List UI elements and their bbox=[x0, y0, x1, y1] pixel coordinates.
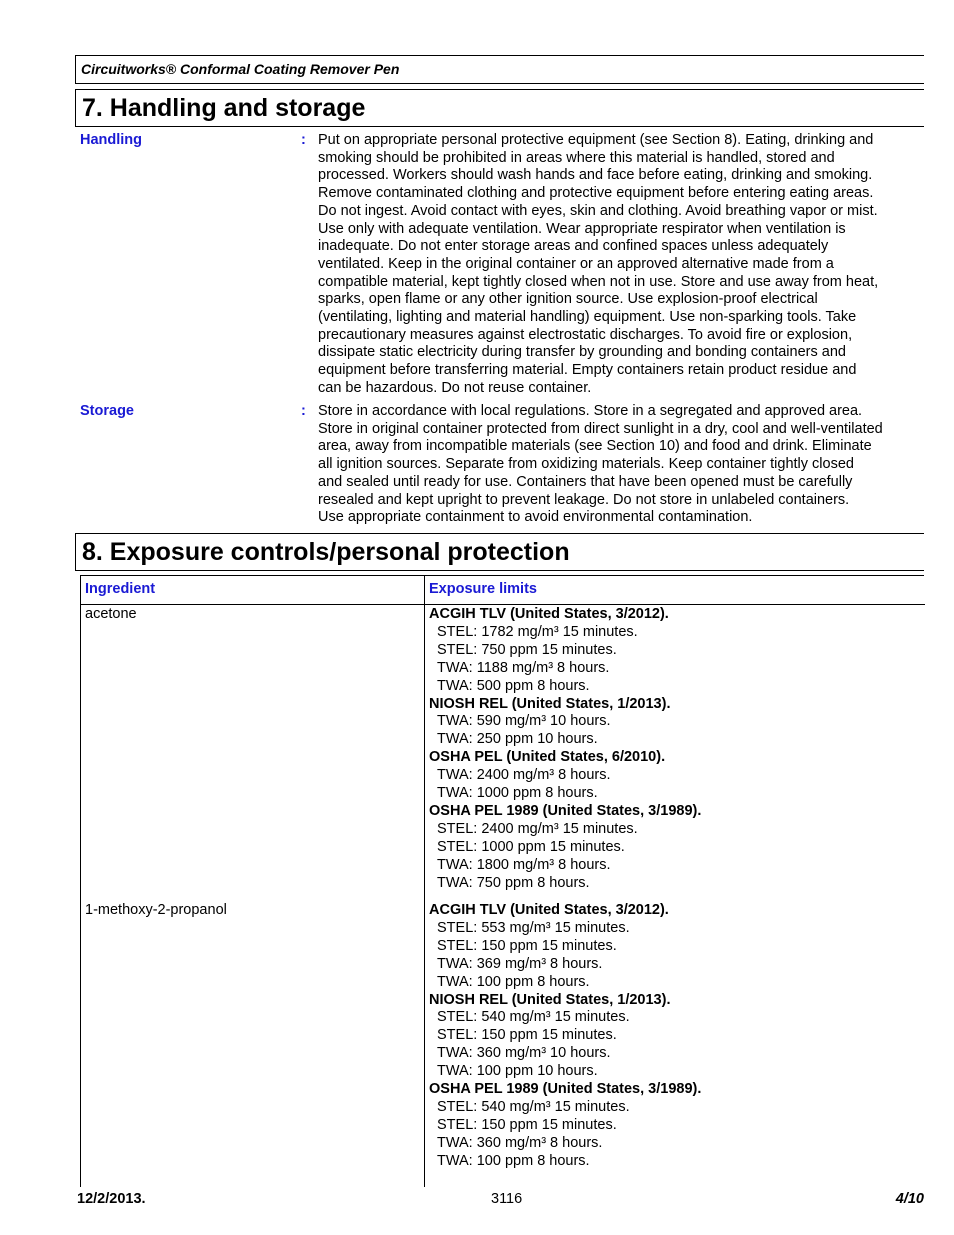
footer-date: 12/2/2013. bbox=[77, 1191, 146, 1207]
footer-doc-code: 3116 bbox=[491, 1191, 523, 1207]
limit-value: TWA: 100 ppm 8 hours. bbox=[437, 1152, 590, 1169]
section-8-header bbox=[75, 533, 924, 571]
text-line: precautionary measures against electrostatic discharges. To avoid fire or explosion, bbox=[318, 326, 853, 343]
text-line: all ignition sources. Separate from oxidizing materials. Keep container tightly closed bbox=[318, 456, 854, 473]
text-line: dissipate static electricity during transfer by grounding and bonding containers and bbox=[318, 344, 846, 361]
limit-value: TWA: 100 ppm 10 hours. bbox=[437, 1063, 598, 1080]
limit-source: ACGIH TLV (United States, 3/2012). bbox=[429, 902, 669, 918]
section-7-header bbox=[75, 89, 924, 127]
limit-value: TWA: 1800 mg/m³ 8 hours. bbox=[437, 856, 611, 873]
text-line: resealed and kept upright to prevent leakage. Do not store in unlabeled containers. bbox=[318, 491, 850, 508]
limit-value: TWA: 250 ppm 10 hours. bbox=[437, 731, 598, 748]
limit-value: STEL: 150 ppm 15 minutes. bbox=[437, 937, 617, 954]
text-line: Use appropriate containment to avoid environmental contamination. bbox=[318, 509, 753, 526]
text-line: Store in original container protected from direct sunlight in a dry, cool and well-ventilated bbox=[318, 420, 883, 437]
storage-label: Storage bbox=[80, 403, 134, 419]
limit-source: NIOSH REL (United States, 1/2013). bbox=[429, 991, 671, 1008]
text-line: inadequate. Do not enter storage areas and confined spaces unless adequately bbox=[318, 238, 829, 255]
text-line: Use only with adequate ventilation. Wear appropriate respirator when ventilation is bbox=[318, 220, 846, 237]
ingredient-name: 1-methoxy-2-propanol bbox=[85, 902, 227, 918]
storage-colon: : bbox=[301, 403, 306, 419]
limit-value: TWA: 750 ppm 8 hours. bbox=[437, 874, 590, 891]
limit-value: TWA: 590 mg/m³ 10 hours. bbox=[437, 713, 611, 730]
footer-page-number: 4/10 bbox=[895, 1191, 924, 1207]
limit-value: TWA: 369 mg/m³ 8 hours. bbox=[437, 955, 603, 972]
limit-value: STEL: 150 ppm 15 minutes. bbox=[437, 1116, 617, 1133]
limit-value: STEL: 750 ppm 15 minutes. bbox=[437, 641, 617, 658]
limit-value: STEL: 553 mg/m³ 15 minutes. bbox=[437, 919, 630, 936]
text-line: Put on appropriate personal protective equipment (see Section 8). Eating, drinking and bbox=[318, 132, 874, 148]
text-line: compatible material, kept tightly closed when not in use. Store and use away from heat, bbox=[318, 273, 879, 290]
limit-value: TWA: 1000 ppm 8 hours. bbox=[437, 785, 598, 802]
limit-value: TWA: 1188 mg/m³ 8 hours. bbox=[437, 659, 610, 676]
handling-colon: : bbox=[301, 132, 306, 148]
text-line: Do not ingest. Avoid contact with eyes, skin and clothing. Avoid breathing vapor or mist. bbox=[318, 202, 878, 219]
limit-value: TWA: 360 mg/m³ 8 hours. bbox=[437, 1134, 603, 1151]
text-line: Remove contaminated clothing and protective equipment before entering eating areas. bbox=[318, 185, 874, 202]
product-name: Circuitworks® Conformal Coating Remover Pen bbox=[81, 61, 400, 77]
text-line: processed. Workers should wash hands and face before eating, drinking and smoking. bbox=[318, 167, 873, 184]
limit-value: STEL: 150 ppm 15 minutes. bbox=[437, 1027, 617, 1044]
limit-value: STEL: 2400 mg/m³ 15 minutes. bbox=[437, 820, 638, 837]
column-header-exposure-limits: Exposure limits bbox=[429, 581, 537, 597]
table-header-rule bbox=[81, 604, 925, 605]
limit-source: OSHA PEL 1989 (United States, 3/1989). bbox=[429, 1081, 702, 1098]
limit-value: TWA: 2400 mg/m³ 8 hours. bbox=[437, 767, 611, 784]
limit-value: TWA: 360 mg/m³ 10 hours. bbox=[437, 1045, 611, 1062]
exposure-limits-cell bbox=[429, 902, 701, 1171]
limit-source: NIOSH REL (United States, 1/2013). bbox=[429, 695, 671, 712]
text-line: equipment before transferring material. Empty containers retain product residue and bbox=[318, 362, 857, 379]
storage-text bbox=[318, 403, 930, 527]
limit-source: OSHA PEL 1989 (United States, 3/1989). bbox=[429, 802, 702, 819]
text-line: sparks, open flame or any other ignition source. Use explosion-proof electrical bbox=[318, 291, 818, 308]
text-line: Store in accordance with local regulations. Store in a segregated and approved area. bbox=[318, 403, 863, 419]
handling-label: Handling bbox=[80, 132, 143, 148]
limit-value: TWA: 500 ppm 8 hours. bbox=[437, 677, 590, 694]
text-line: ventilated. Keep in the original container or an approved alternative made from a bbox=[318, 255, 834, 272]
limit-value: STEL: 1782 mg/m³ 15 minutes. bbox=[437, 623, 638, 640]
limit-value: STEL: 540 mg/m³ 15 minutes. bbox=[437, 1098, 630, 1115]
limit-value: STEL: 1000 ppm 15 minutes. bbox=[437, 838, 625, 855]
handling-text bbox=[318, 132, 930, 398]
limit-source: ACGIH TLV (United States, 3/2012). bbox=[429, 606, 669, 622]
exposure-limits-cell bbox=[429, 606, 701, 893]
section-8-title: 8. Exposure controls/personal protection bbox=[82, 538, 570, 566]
ingredient-name: acetone bbox=[85, 606, 137, 622]
text-line: smoking should be prohibited in areas where this material is handled, stored and bbox=[318, 149, 835, 166]
section-7-title: 7. Handling and storage bbox=[82, 94, 366, 122]
column-header-ingredient: Ingredient bbox=[85, 581, 156, 597]
product-header-bar bbox=[75, 55, 924, 84]
table-column-divider bbox=[424, 576, 425, 1187]
text-line: and sealed until ready for use. Containers that have been opened must be carefully bbox=[318, 473, 853, 490]
text-line: can be hazardous. Do not reuse container. bbox=[318, 379, 592, 396]
limit-value: STEL: 540 mg/m³ 15 minutes. bbox=[437, 1009, 630, 1026]
text-line: area, away from incompatible materials (see Section 10) and food and drink. Eliminate bbox=[318, 438, 872, 455]
limit-value: TWA: 100 ppm 8 hours. bbox=[437, 973, 590, 990]
text-line: (ventilating, lighting and material handling) equipment. Use non-sparking tools. Take bbox=[318, 309, 857, 326]
limit-source: OSHA PEL (United States, 6/2010). bbox=[429, 749, 666, 766]
exposure-limits-table bbox=[80, 575, 924, 1187]
